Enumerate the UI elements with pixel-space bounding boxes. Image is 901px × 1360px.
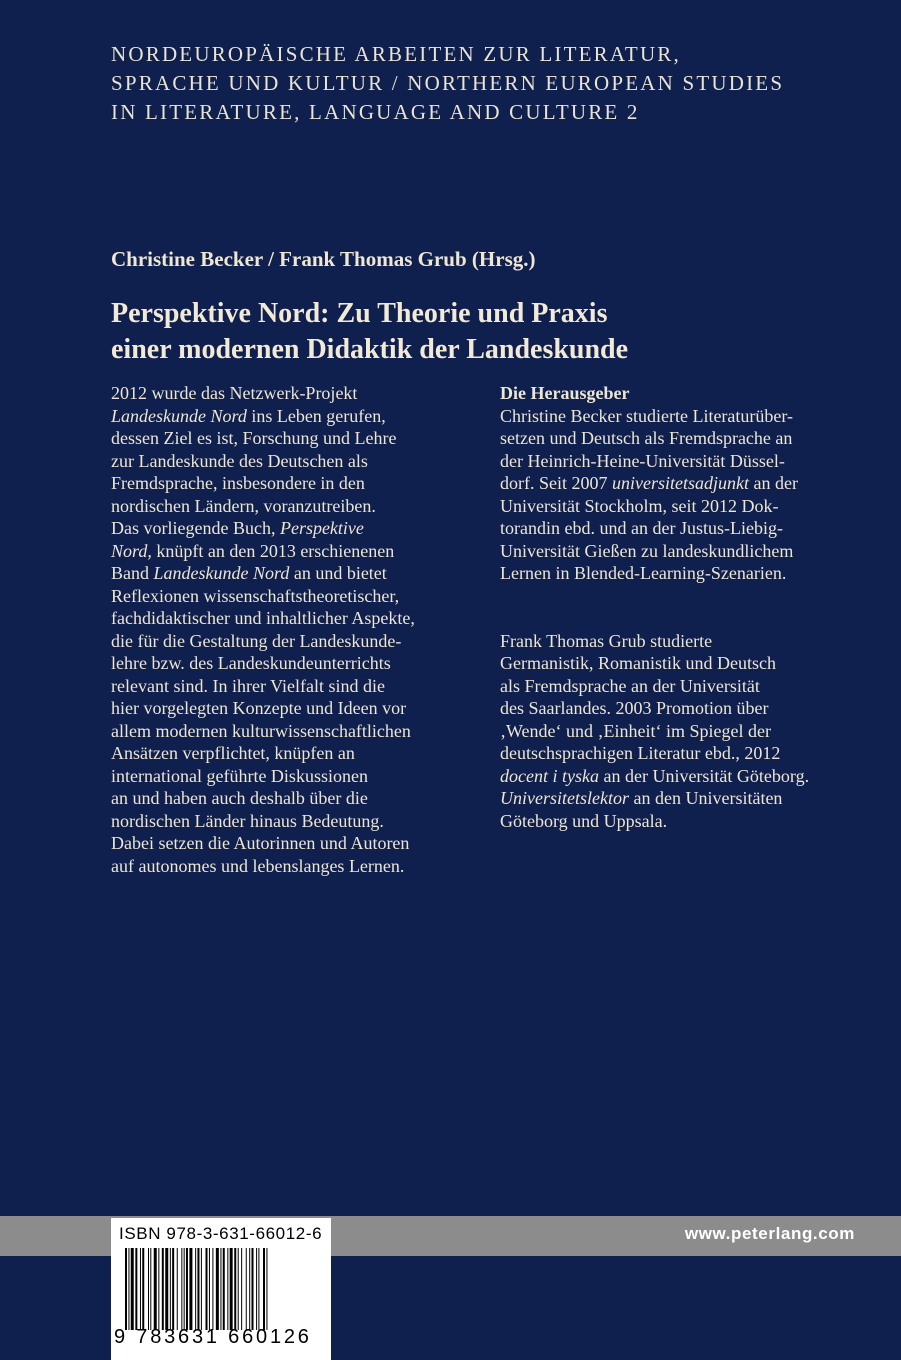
series-title <box>111 40 871 127</box>
becker-bio-line: Christine Becker studierte Literaturüber- <box>500 405 794 426</box>
grub-bio-line: deutschsprachigen Literatur ebd., 2012 <box>500 743 781 763</box>
barcode-bar <box>165 1248 168 1330</box>
barcode-bar <box>249 1248 250 1330</box>
barcode-bar <box>158 1248 159 1330</box>
grub-bio-line: Germanistik, Romanistik und Deutsch <box>500 653 776 673</box>
grub-bio-line: Universitetslektor an den Universitäten <box>500 788 783 808</box>
barcode-bar <box>216 1248 219 1330</box>
barcode-bar <box>128 1248 129 1330</box>
description-line: Nord, knüpft an den 2013 erschienenen <box>111 540 395 561</box>
description-line: fachdidaktischer und inhaltlicher Aspekte, <box>111 608 415 628</box>
barcode-bars <box>125 1248 321 1330</box>
becker-bio-line: der Heinrich-Heine-Universität Düssel- <box>500 450 785 471</box>
barcode-bar <box>206 1248 208 1330</box>
description-line: an und haben auch deshalb über die <box>111 788 368 808</box>
becker-bio-line: dorf. Seit 2007 universitetsadjunkt an der <box>500 473 798 493</box>
barcode-bar <box>197 1248 199 1330</box>
barcode-box <box>111 1218 331 1360</box>
barcode-bar <box>177 1248 178 1330</box>
description-line: nordischen Länder hinaus Bedeutung. <box>111 810 384 831</box>
description-column <box>111 382 481 877</box>
description-line: Ansätzen verpflichtet, knüpfen an <box>111 743 355 763</box>
description-line: Landeskunde Nord ins Leben gerufen, <box>111 405 386 426</box>
barcode-bar <box>258 1248 259 1330</box>
barcode-bar <box>201 1248 202 1330</box>
editors: Christine Becker / Frank Thomas Grub (Hrsg.) <box>111 247 536 271</box>
description-line: die für die Gestaltung der Landeskunde- <box>111 630 402 651</box>
description-line: hier vorgelegten Konzepte und Ideen vor <box>111 698 407 718</box>
barcode-bar <box>223 1248 225 1330</box>
publisher-url[interactable]: www.peterlang.com <box>684 1224 855 1243</box>
barcode-bar <box>234 1248 236 1330</box>
barcode-bar <box>170 1248 171 1330</box>
description-line: Fremdsprache, insbesondere in den <box>111 473 365 493</box>
barcode-bar <box>142 1248 144 1330</box>
barcode-bar <box>252 1248 254 1330</box>
barcode-bar <box>238 1248 239 1330</box>
title-line: einer modernen Didaktik der Landeskunde <box>111 334 629 365</box>
barcode-bar <box>184 1248 185 1330</box>
barcode-bar <box>246 1248 247 1330</box>
description-line: 2012 wurde das Netzwerk-Projekt <box>111 383 358 403</box>
barcode-bar <box>150 1248 151 1330</box>
barcode-bar <box>209 1248 210 1330</box>
barcode-bar <box>172 1248 174 1330</box>
barcode-bar <box>154 1248 157 1330</box>
barcode-bar <box>135 1248 137 1330</box>
description-line: relevant sind. In ihrer Vielfalt sind die <box>111 675 386 696</box>
barcode-bar <box>125 1248 127 1330</box>
description-line: auf autonomes und lebenslanges Lernen. <box>111 855 405 876</box>
book-title <box>111 296 871 368</box>
barcode-bar <box>195 1248 196 1330</box>
becker-bio-line: Universität Stockholm, seit 2012 Dok- <box>500 495 779 516</box>
grub-bio-line: als Fremdsprache an der Universität <box>500 675 760 696</box>
grub-bio-line: docent i tyska an der Universität Göteborg. <box>500 765 810 786</box>
becker-bio-line: setzen und Deutsch als Fremdsprache an <box>500 428 793 448</box>
series-line: IN LITERATURE, LANGUAGE AND CULTURE 2 <box>111 100 640 124</box>
barcode-bar <box>230 1248 233 1330</box>
description-line: allem modernen kulturwissenschaftlichen <box>111 720 411 741</box>
barcode-bar <box>256 1248 257 1330</box>
barcode-bar <box>220 1248 221 1330</box>
barcode-bar <box>227 1248 228 1330</box>
becker-bio-line: Universität Gießen zu landeskundlichem <box>500 540 794 561</box>
grub-bio-line: Göteborg und Uppsala. <box>500 810 668 831</box>
series-line: NORDEUROPÄISCHE ARBEITEN ZUR LITERATUR, <box>111 42 681 66</box>
editors-bio-heading: Die Herausgeber <box>500 383 630 403</box>
barcode-bar <box>266 1248 267 1330</box>
description-line: Das vorliegende Buch, Perspektive <box>111 518 364 538</box>
barcode-bar <box>131 1248 134 1330</box>
becker-bio-line: Lernen in Blended-Learning-Szenarien. <box>500 563 787 583</box>
barcode-bar <box>148 1248 149 1330</box>
barcode-digits: 9 783631 660126 <box>114 1326 312 1348</box>
description-line: lehre bzw. des Landeskundeunterrichts <box>111 653 391 673</box>
barcode-bar <box>186 1248 188 1330</box>
description-line: Reflexionen wissenschaftstheoretischer, <box>111 585 400 606</box>
description-line: Dabei setzen die Autorinnen und Autoren <box>111 833 410 853</box>
barcode-bar <box>162 1248 164 1330</box>
description-line: dessen Ziel es ist, Forschung und Lehre <box>111 428 397 448</box>
paragraph-gap <box>500 585 870 630</box>
description-line: nordischen Ländern, voranzutreiben. <box>111 495 376 516</box>
grub-bio-line: des Saarlandes. 2003 Promotion über <box>500 698 769 718</box>
becker-bio-line: torandin ebd. und an der Justus-Liebig- <box>500 518 783 538</box>
description-line: international geführte Diskussionen <box>111 765 368 786</box>
barcode-bar <box>212 1248 213 1330</box>
barcode-bar <box>181 1248 182 1330</box>
barcode-bar <box>140 1248 141 1330</box>
isbn-label: ISBN 978-3-631-66012-6 <box>119 1224 323 1243</box>
description-line: zur Landeskunde des Deutschen als <box>111 450 368 471</box>
editors-bio-column <box>500 382 870 832</box>
description-line: Band Landeskunde Nord an und bietet <box>111 563 387 583</box>
series-line: SPRACHE UND KULTUR / NORTHERN EUROPEAN STUDIES <box>111 71 785 95</box>
title-line: Perspektive Nord: Zu Theorie und Praxis <box>111 298 608 329</box>
grub-bio-line: ‚Wende‘ und ‚Einheit‘ im Spiegel der <box>500 720 771 741</box>
barcode-bar <box>189 1248 192 1330</box>
grub-bio-line: Frank Thomas Grub studierte <box>500 630 713 651</box>
barcode-bar <box>263 1248 265 1330</box>
barcode-bar <box>241 1248 242 1330</box>
